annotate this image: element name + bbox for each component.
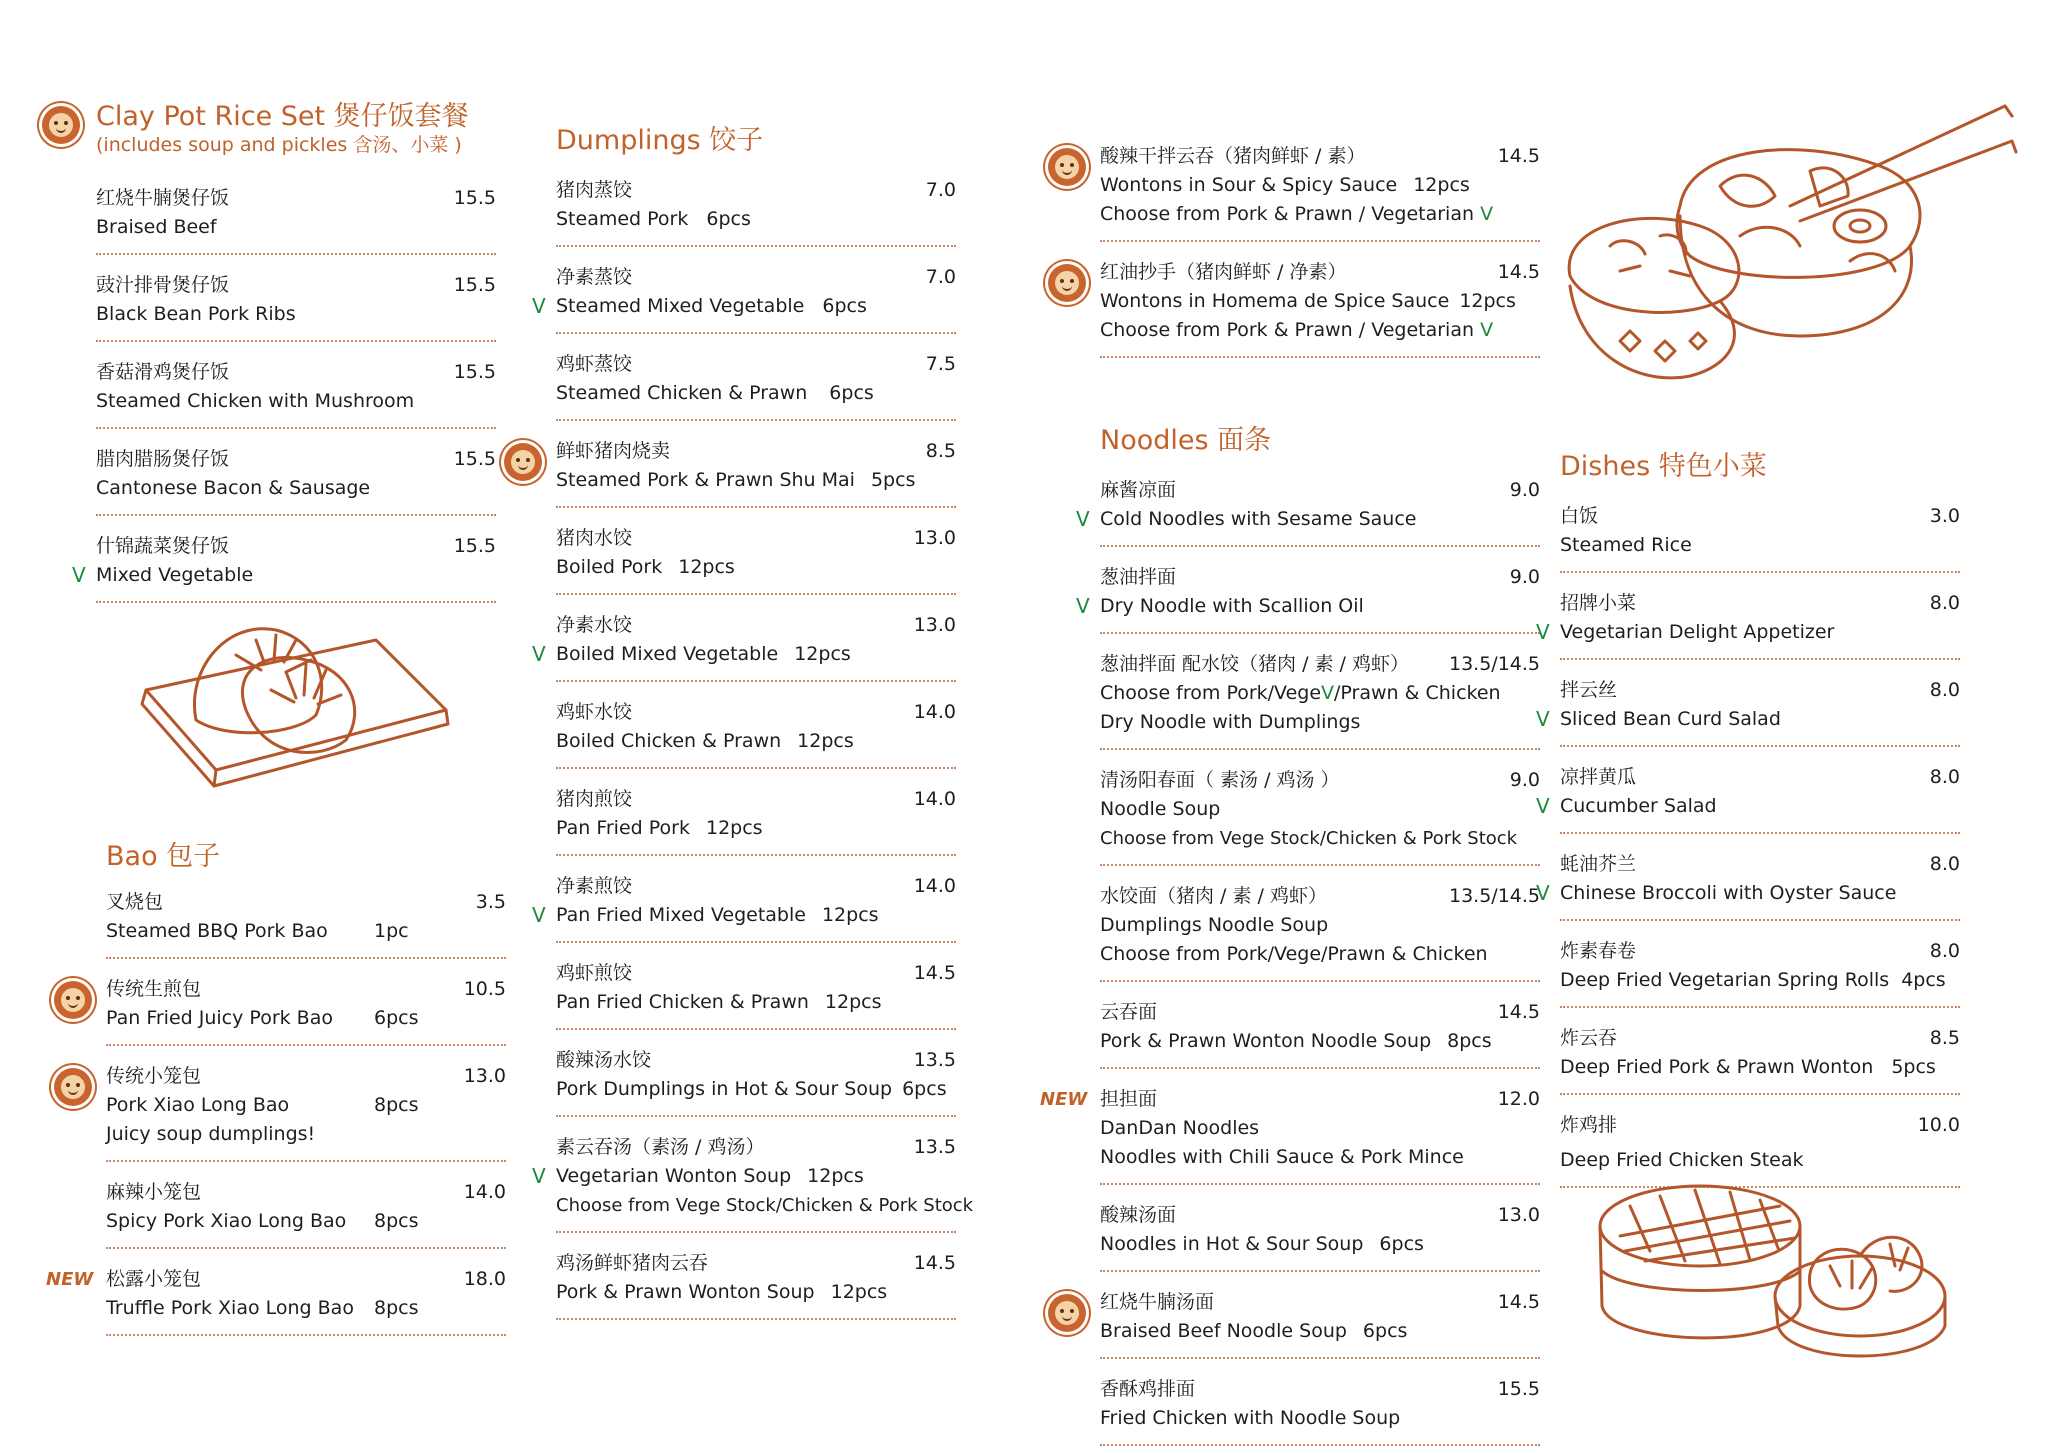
section-title-clay-pot: Clay Pot Rice Set 煲仔饭套餐 bbox=[96, 101, 469, 132]
item-name-zh: 猪肉水饺 bbox=[556, 527, 633, 549]
item-price: 8.5 bbox=[1929, 1027, 1960, 1049]
item-quantity: 8pcs bbox=[1447, 1030, 1492, 1052]
item-name-en: Noodles in Hot & Sour Soup bbox=[1100, 1233, 1364, 1255]
vegetarian-mark: V bbox=[532, 642, 546, 666]
menu-item bbox=[106, 880, 506, 959]
item-name-en: Steamed Chicken & Prawn bbox=[556, 382, 808, 404]
item-quantity: 12pcs bbox=[1459, 290, 1516, 312]
item-name-zh: 松露小笼包 bbox=[106, 1268, 202, 1290]
menu-item bbox=[96, 350, 496, 429]
menu-item bbox=[1100, 1280, 1540, 1359]
new-badge: NEW bbox=[1040, 1089, 1088, 1110]
item-quantity: 12pcs bbox=[794, 643, 851, 665]
vegetarian-mark: V bbox=[1536, 881, 1550, 905]
item-name-en: Pork & Prawn Wonton Noodle Soup bbox=[1100, 1030, 1432, 1052]
item-price: 13.5 bbox=[913, 1049, 956, 1071]
item-price: 14.5 bbox=[913, 1252, 956, 1274]
item-quantity: 4pcs bbox=[1901, 969, 1946, 991]
item-quantity: 12pcs bbox=[705, 817, 763, 839]
item-name-zh: 净素蒸饺 bbox=[556, 266, 633, 288]
chef-mascot-icon bbox=[1048, 1294, 1086, 1332]
menu-item bbox=[556, 342, 956, 421]
menu-item bbox=[556, 168, 956, 247]
vegetarian-mark: V bbox=[1536, 620, 1550, 644]
item-name-zh: 传统小笼包 bbox=[106, 1065, 202, 1087]
item-price: 18.0 bbox=[463, 1268, 506, 1290]
item-name-en: Vegetarian Delight Appetizer bbox=[1560, 621, 1835, 643]
menu-item bbox=[46, 1257, 506, 1336]
vegetarian-mark: V bbox=[1536, 707, 1550, 731]
menu-item bbox=[1040, 1077, 1540, 1185]
item-quantity: 6pcs bbox=[1379, 1233, 1424, 1255]
item-name-en: Wontons in Sour & Spicy Sauce bbox=[1100, 174, 1398, 196]
item-name-zh: 白饭 bbox=[1560, 505, 1599, 527]
menu-item bbox=[556, 777, 956, 856]
menu-item bbox=[556, 690, 956, 769]
column-dumplings bbox=[532, 124, 996, 1328]
section-title-bao: Bao 包子 bbox=[106, 841, 221, 872]
item-price: 13.5/14.5 bbox=[1448, 653, 1540, 675]
chef-mascot-icon bbox=[1048, 264, 1086, 302]
item-name-en: Black Bean Pork Ribs bbox=[96, 303, 296, 325]
vegetarian-mark: V bbox=[1536, 794, 1550, 818]
menu-item bbox=[556, 951, 956, 1030]
item-name-en: Steamed Pork & Prawn Shu Mai bbox=[556, 469, 855, 491]
item-name-en: Pan Fried Juicy Pork Bao bbox=[106, 1007, 333, 1029]
item-name-zh: 香菇滑鸡煲仔饭 bbox=[96, 361, 230, 383]
menu-item bbox=[96, 263, 496, 342]
item-price: 13.0 bbox=[463, 1065, 506, 1087]
item-note: Choose from Pork & Prawn / Vegetarian bbox=[1100, 319, 1475, 341]
menu-item bbox=[556, 429, 956, 508]
menu-item bbox=[1536, 755, 1960, 834]
item-quantity: 12pcs bbox=[1413, 174, 1470, 196]
item-note: Dry Noodle with Dumplings bbox=[1100, 711, 1361, 733]
item-quantity: 12pcs bbox=[821, 904, 879, 926]
item-price: 14.5 bbox=[913, 962, 956, 984]
menu-item bbox=[532, 603, 956, 682]
vegetarian-mark: V bbox=[72, 563, 86, 587]
item-name-zh: 素云吞汤（素汤 / 鸡汤） bbox=[556, 1136, 765, 1158]
item-price: 15.5 bbox=[453, 535, 496, 557]
item-name-zh: 招牌小菜 bbox=[1560, 592, 1637, 614]
item-price: 14.0 bbox=[913, 875, 956, 897]
item-name-zh: 酸辣汤面 bbox=[1100, 1204, 1177, 1226]
item-name-zh: 传统生煎包 bbox=[106, 978, 202, 1000]
menu-item bbox=[96, 176, 496, 255]
item-quantity: 5pcs bbox=[1891, 1056, 1936, 1078]
item-price: 14.5 bbox=[1497, 1291, 1540, 1313]
vegetarian-mark: V bbox=[532, 294, 546, 318]
menu-item bbox=[1100, 874, 1540, 982]
bao-list bbox=[46, 880, 506, 1344]
menu-item bbox=[1560, 494, 1960, 573]
item-price: 10.0 bbox=[1917, 1114, 1960, 1136]
section-title-dumplings: Dumplings 饺子 bbox=[556, 125, 764, 156]
item-name-en: Steamed Rice bbox=[1560, 534, 1692, 556]
new-badge: NEW bbox=[46, 1269, 94, 1290]
item-name-zh: 净素水饺 bbox=[556, 614, 633, 636]
menu-item bbox=[1076, 468, 1540, 547]
item-quantity: 6pcs bbox=[374, 1007, 419, 1029]
menu-item bbox=[1100, 134, 1540, 242]
noodle-bowl-illustration bbox=[1550, 96, 2020, 396]
item-name-en: Pan Fried Chicken & Prawn bbox=[556, 991, 809, 1013]
item-name-en: Boiled Mixed Vegetable bbox=[556, 643, 779, 665]
item-note: Choose from Vege Stock/Chicken & Pork Stock bbox=[556, 1195, 974, 1216]
item-name-en: Cucumber Salad bbox=[1560, 795, 1717, 817]
item-price: 7.5 bbox=[925, 353, 956, 375]
item-name-zh: 水饺面（猪肉 / 素 / 鸡虾） bbox=[1100, 885, 1327, 907]
menu-item bbox=[532, 255, 956, 334]
item-price: 13.5/14.5 bbox=[1448, 885, 1540, 907]
item-price: 14.0 bbox=[913, 788, 956, 810]
item-name-zh: 鸡虾蒸饺 bbox=[556, 353, 633, 375]
item-quantity: 6pcs bbox=[1362, 1320, 1408, 1342]
item-price: 14.0 bbox=[913, 701, 956, 723]
menu-item bbox=[72, 524, 496, 603]
item-name-en: Braised Beef Noodle Soup bbox=[1100, 1320, 1347, 1342]
item-price: 3.0 bbox=[1929, 505, 1960, 527]
item-name-zh: 腊肉腊肠煲仔饭 bbox=[96, 448, 230, 470]
item-price: 9.0 bbox=[1509, 479, 1540, 501]
menu-item bbox=[106, 1054, 506, 1162]
item-price: 8.5 bbox=[925, 440, 956, 462]
dishes-list bbox=[1536, 494, 1960, 1188]
item-name-zh: 凉拌黄瓜 bbox=[1560, 766, 1637, 788]
item-name-en: Steamed Chicken with Mushroom bbox=[96, 390, 415, 412]
item-name-zh: 葱油拌面 bbox=[1100, 566, 1177, 588]
item-name-zh: 香酥鸡排面 bbox=[1100, 1378, 1196, 1400]
item-name-zh: 鲜虾猪肉烧卖 bbox=[556, 440, 671, 462]
item-name-zh: 蚝油芥兰 bbox=[1560, 853, 1637, 875]
item-name-zh: 炸鸡排 bbox=[1560, 1114, 1618, 1136]
item-name-zh: 鸡汤鲜虾猪肉云吞 bbox=[556, 1252, 709, 1274]
item-name-en: Cold Noodles with Sesame Sauce bbox=[1100, 508, 1417, 530]
item-name-en: Steamed Pork bbox=[556, 208, 689, 230]
menu-item bbox=[1100, 250, 1540, 358]
item-name-en: Pan Fried Pork bbox=[556, 817, 690, 839]
item-name-en: Boiled Chicken & Prawn bbox=[556, 730, 782, 752]
vegetarian-mark: V bbox=[1480, 203, 1494, 225]
item-quantity: 12pcs bbox=[824, 991, 882, 1013]
item-price: 12.0 bbox=[1497, 1088, 1540, 1110]
item-name-zh: 云吞面 bbox=[1100, 1001, 1158, 1023]
item-quantity: 5pcs bbox=[870, 469, 916, 491]
item-name-en: Pork & Prawn Wonton Soup bbox=[556, 1281, 815, 1303]
item-name-en: DanDan Noodles bbox=[1100, 1117, 1260, 1139]
item-note: Choose from Pork/Vege/Prawn & Chicken bbox=[1100, 943, 1488, 965]
item-quantity: 12pcs bbox=[678, 556, 735, 578]
item-name-zh: 炸素春卷 bbox=[1560, 940, 1637, 962]
chef-mascot-icon bbox=[54, 1068, 92, 1106]
item-price: 9.0 bbox=[1509, 566, 1540, 588]
item-name-zh: 清汤阳春面（ 素汤 / 鸡汤 ） bbox=[1100, 769, 1340, 791]
item-name-en: Pork Xiao Long Bao bbox=[106, 1094, 290, 1116]
item-name-en: Mixed Vegetable bbox=[96, 564, 254, 586]
menu-item bbox=[106, 967, 506, 1046]
item-name-en: Wontons in Homema de Spice Sauce bbox=[1100, 290, 1450, 312]
clay-pot-list bbox=[72, 176, 496, 603]
item-name-zh: 炸云吞 bbox=[1560, 1027, 1618, 1049]
chef-mascot-icon bbox=[1048, 148, 1086, 186]
item-name-en: Dumplings Noodle Soup bbox=[1100, 914, 1329, 936]
item-name-zh: 酸辣汤水饺 bbox=[556, 1049, 652, 1071]
item-price: 7.0 bbox=[925, 266, 956, 288]
menu-item bbox=[1560, 1016, 1960, 1095]
item-quantity: 12pcs bbox=[807, 1165, 864, 1187]
item-name-zh: 鸡虾水饺 bbox=[556, 701, 633, 723]
item-note: Choose from Vege Stock/Chicken & Pork Stock bbox=[1100, 828, 1518, 849]
item-price: 15.5 bbox=[453, 361, 496, 383]
item-price: 13.5 bbox=[913, 1136, 956, 1158]
item-name-en: Choose from Pork/Vege bbox=[1100, 682, 1322, 704]
item-name-en: Dry Noodle with Scallion Oil bbox=[1100, 595, 1364, 617]
wontons-list bbox=[1100, 134, 1540, 358]
item-price: 14.5 bbox=[1497, 145, 1540, 167]
item-price: 7.0 bbox=[925, 179, 956, 201]
column-dishes bbox=[1536, 450, 1980, 1196]
bao-tray-illustration bbox=[126, 600, 466, 820]
item-name-zh: 拌云丝 bbox=[1560, 679, 1618, 701]
item-price: 14.0 bbox=[463, 1181, 506, 1203]
item-name-zh: 红烧牛腩汤面 bbox=[1100, 1291, 1215, 1313]
section-title-dishes: Dishes 特色小菜 bbox=[1560, 451, 1767, 482]
vegetarian-mark: V bbox=[1480, 319, 1494, 341]
item-name-zh: 担担面 bbox=[1100, 1088, 1158, 1110]
menu-item bbox=[556, 1241, 956, 1320]
item-price: 8.0 bbox=[1929, 853, 1960, 875]
item-price: 15.5 bbox=[453, 187, 496, 209]
item-quantity: 6pcs bbox=[902, 1078, 947, 1100]
item-price: 14.5 bbox=[1497, 261, 1540, 283]
item-name-en: Pan Fried Mixed Vegetable bbox=[556, 904, 806, 926]
item-name-en: Braised Beef bbox=[96, 216, 217, 238]
item-price: 13.0 bbox=[913, 614, 956, 636]
item-name-en: Steamed Mixed Vegetable bbox=[556, 295, 805, 317]
item-name-zh: 葱油拌面 配水饺（猪肉 / 素 / 鸡虾） bbox=[1100, 653, 1410, 675]
item-note: Noodles with Chili Sauce & Pork Mince bbox=[1100, 1146, 1464, 1168]
item-quantity: 1pc bbox=[374, 920, 409, 942]
section-subtitle-clay-pot: (includes soup and pickles 含汤、小菜 ) bbox=[96, 134, 462, 156]
vegetarian-mark: V bbox=[532, 903, 546, 927]
menu-item bbox=[1076, 555, 1540, 634]
menu-item bbox=[1100, 990, 1540, 1069]
column-clay-pot-and-bao bbox=[46, 100, 506, 1319]
item-price: 10.5 bbox=[463, 978, 506, 1000]
item-name-zh: 红油抄手（猪肉鲜虾 / 净素） bbox=[1100, 261, 1347, 283]
vegetarian-mark: V bbox=[532, 1164, 546, 1188]
item-name-en: Spicy Pork Xiao Long Bao bbox=[106, 1210, 347, 1232]
section-title-noodles: Noodles 面条 bbox=[1100, 425, 1272, 456]
item-name-zh: 麻酱凉面 bbox=[1100, 479, 1177, 501]
item-name-en: Fried Chicken with Noodle Soup bbox=[1100, 1407, 1401, 1429]
item-name-zh: 麻辣小笼包 bbox=[106, 1181, 202, 1203]
item-name-en: Sliced Bean Curd Salad bbox=[1560, 708, 1781, 730]
menu-item bbox=[1100, 1367, 1540, 1446]
item-price: 8.0 bbox=[1929, 940, 1960, 962]
item-price: 8.0 bbox=[1929, 679, 1960, 701]
menu-item bbox=[1536, 668, 1960, 747]
menu-item bbox=[532, 864, 956, 943]
item-name-en: Vegetarian Wonton Soup bbox=[556, 1165, 792, 1187]
item-price: 14.5 bbox=[1497, 1001, 1540, 1023]
item-price: 13.0 bbox=[1497, 1204, 1540, 1226]
item-name-en: Steamed BBQ Pork Bao bbox=[106, 920, 328, 942]
menu-item bbox=[532, 1125, 974, 1233]
item-quantity: 6pcs bbox=[706, 208, 751, 230]
item-name-en: Deep Fried Chicken Steak bbox=[1560, 1149, 1804, 1171]
steamer-basket-illustration bbox=[1590, 1176, 1950, 1376]
item-price: 3.5 bbox=[475, 891, 506, 913]
item-price: 15.5 bbox=[453, 448, 496, 470]
menu-item bbox=[1100, 758, 1540, 866]
item-quantity: 12pcs bbox=[830, 1281, 888, 1303]
menu-item bbox=[96, 437, 496, 516]
item-name-zh: 红烧牛腩煲仔饭 bbox=[96, 187, 230, 209]
item-name-en: Deep Fried Vegetarian Spring Rolls bbox=[1560, 969, 1890, 991]
menu-item bbox=[556, 1038, 956, 1117]
item-quantity: 8pcs bbox=[374, 1094, 419, 1116]
menu-item bbox=[1100, 1193, 1540, 1272]
item-name-zh: 净素煎饺 bbox=[556, 875, 633, 897]
item-name-en: Cantonese Bacon & Sausage bbox=[96, 477, 371, 499]
item-quantity: 6pcs bbox=[822, 295, 867, 317]
item-name-en-rest: /Prawn & Chicken bbox=[1334, 682, 1501, 704]
dumplings-list bbox=[532, 168, 974, 1320]
item-name-zh: 什锦蔬菜煲仔饭 bbox=[96, 535, 230, 557]
item-name-en: Noodle Soup bbox=[1100, 798, 1221, 820]
item-name-en: Chinese Broccoli with Oyster Sauce bbox=[1560, 882, 1897, 904]
item-name-zh: 猪肉蒸饺 bbox=[556, 179, 633, 201]
item-name-en: Deep Fried Pork & Prawn Wonton bbox=[1560, 1056, 1874, 1078]
item-name-en: Truffle Pork Xiao Long Bao bbox=[106, 1297, 354, 1319]
item-name-zh: 豉汁排骨煲仔饭 bbox=[96, 274, 230, 296]
item-quantity: 8pcs bbox=[374, 1210, 419, 1232]
chef-mascot-icon bbox=[54, 981, 92, 1019]
item-price: 15.5 bbox=[453, 274, 496, 296]
vegetarian-mark: V bbox=[1076, 507, 1090, 531]
item-name-en: Pork Dumplings in Hot & Sour Soup bbox=[556, 1078, 893, 1100]
item-quantity: 12pcs bbox=[797, 730, 854, 752]
item-name-zh: 鸡虾煎饺 bbox=[556, 962, 633, 984]
item-price: 13.0 bbox=[913, 527, 956, 549]
item-price: 15.5 bbox=[1497, 1378, 1540, 1400]
item-name-en: Boiled Pork bbox=[556, 556, 663, 578]
item-price: 9.0 bbox=[1509, 769, 1540, 791]
chef-mascot-icon bbox=[42, 106, 80, 144]
item-name-zh: 猪肉煎饺 bbox=[556, 788, 633, 810]
item-quantity: 8pcs bbox=[374, 1297, 419, 1319]
vegetarian-mark: V bbox=[1076, 594, 1090, 618]
menu-item bbox=[106, 1170, 506, 1249]
chef-mascot-icon bbox=[504, 443, 542, 481]
menu-item bbox=[1560, 929, 1960, 1008]
item-quantity: 6pcs bbox=[829, 382, 874, 404]
menu-item bbox=[1536, 581, 1960, 660]
menu-item bbox=[556, 516, 956, 595]
item-price: 8.0 bbox=[1929, 766, 1960, 788]
item-name-zh: 酸辣干拌云吞（猪肉鲜虾 / 素） bbox=[1100, 145, 1366, 167]
vegetarian-mark: V bbox=[1321, 682, 1335, 704]
menu-item bbox=[1100, 642, 1540, 750]
item-note: Choose from Pork & Prawn / Vegetarian bbox=[1100, 203, 1475, 225]
column-wontons-noodles bbox=[1040, 134, 1540, 1454]
item-note: Juicy soup dumplings! bbox=[106, 1123, 316, 1145]
menu-item bbox=[1536, 842, 1960, 921]
item-name-zh: 叉烧包 bbox=[106, 891, 164, 913]
noodles-list bbox=[1040, 468, 1540, 1446]
item-price: 8.0 bbox=[1929, 592, 1960, 614]
